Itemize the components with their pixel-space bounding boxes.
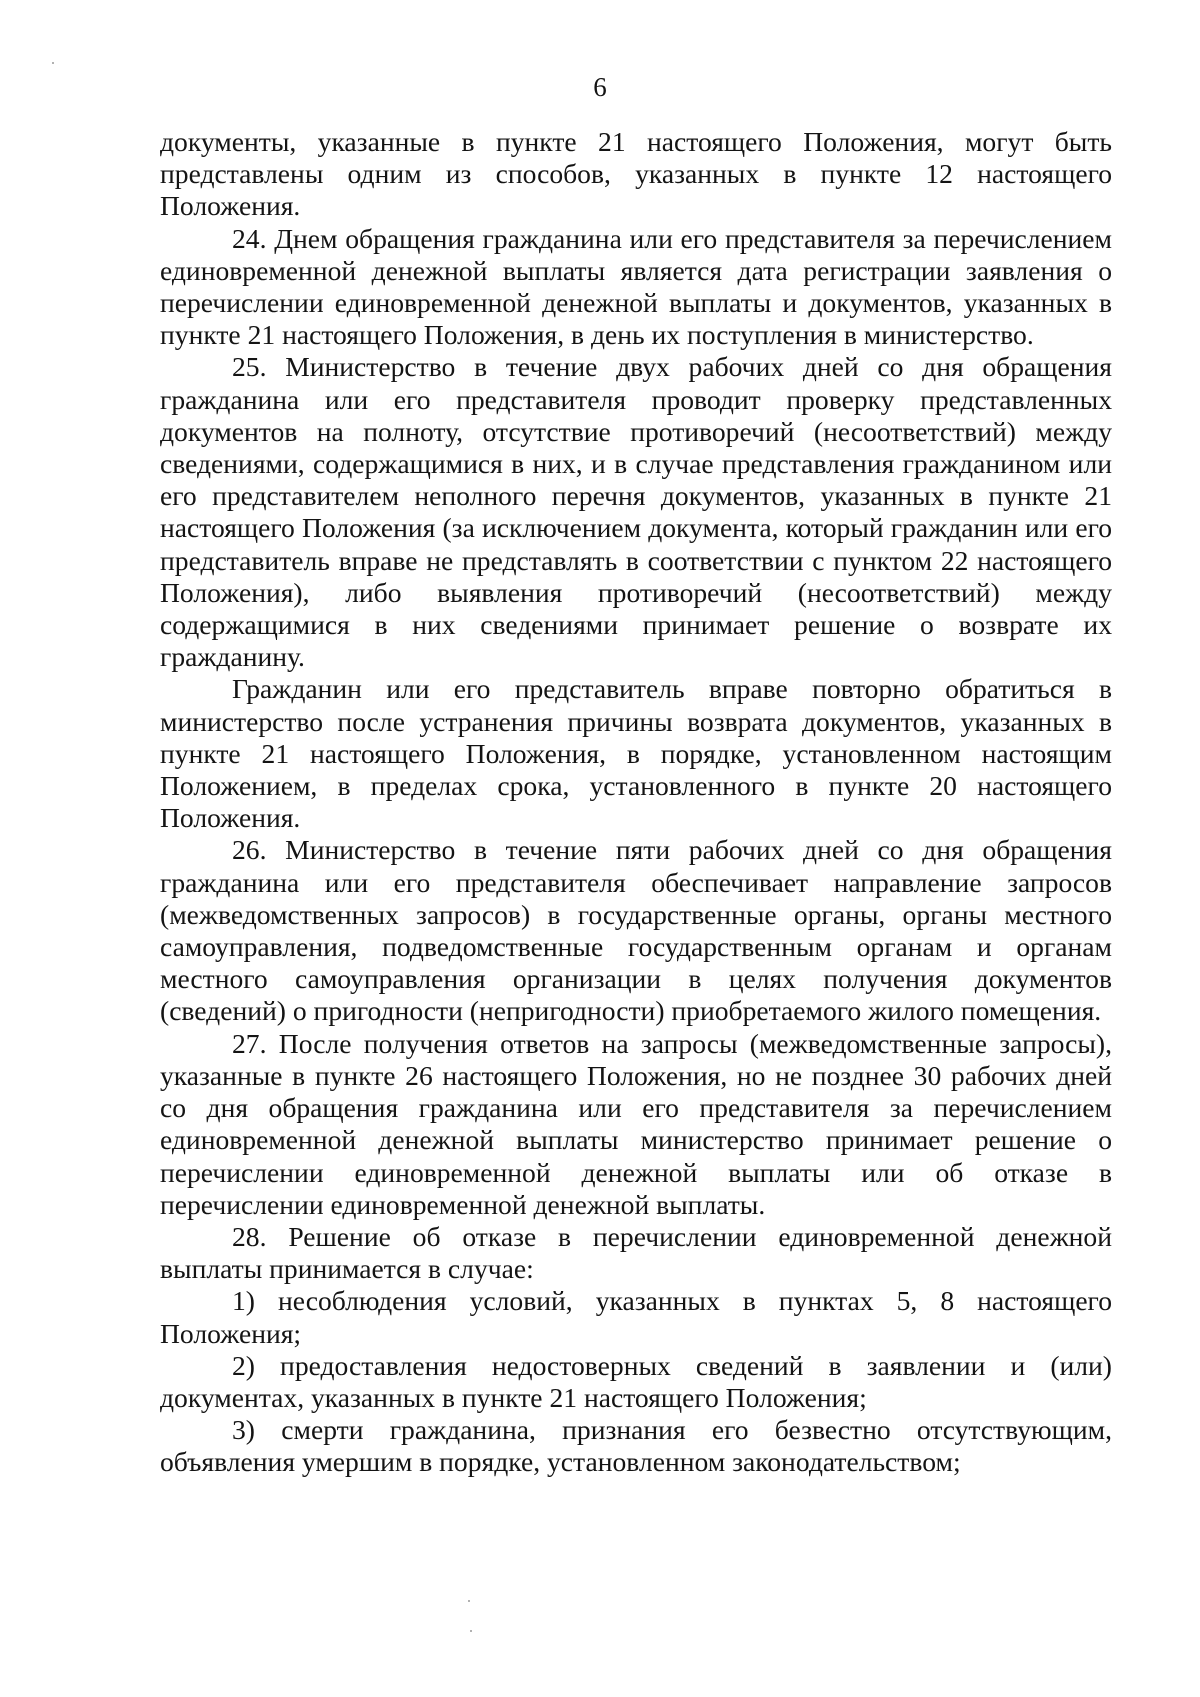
page-number: 6	[593, 72, 607, 102]
paragraph-subitem-3: 3) смерти гражданина, признания его безвестно отсутствующим, объявления умершим в порядке, установленном законодательством;	[160, 1414, 1112, 1478]
paragraph-item-27: 27. После получения ответов на запросы (межведомственные запросы), указанные в пункте 26 настоящего Положения, но не позднее 30 рабочих дней со дня обращения гражданина или его представителя за перечислением единовременной денежной выплаты министерство принимает решение о перечислении единовременной денежной выплаты или об отказе в перечислении единовременной денежной выплаты.	[160, 1027, 1112, 1220]
document-body	[160, 126, 1112, 1479]
paragraph-continuation: документы, указанные в пункте 21 настоящего Положения, могут быть представлены одним из способов, указанных в пункте 12 настоящего Положения.	[160, 126, 1112, 222]
scan-speck	[52, 62, 54, 64]
paragraph-item-28: 28. Решение об отказе в перечислении единовременной денежной выплаты принимается в случае:	[160, 1220, 1112, 1285]
paragraph-subitem-1: 1) несоблюдения условий, указанных в пунктах 5, 8 настоящего Положения;	[160, 1285, 1112, 1349]
paragraph-item-25: 25. Министерство в течение двух рабочих дней со дня обращения гражданина или его представителя проводит проверку представленных документов на полноту, отсутствие противоречий (несоответствий) между сведениями, содержащимися в них, и в случае представления гражданином или его представителем неполного перечня документов, указанных в пункте 21 настоящего Положения (за исключением документа, который гражданин или его представитель вправе не представлять в соответствии с пунктом 22 настоящего Положения), либо выявления противоречий (несоответствий) между содержащимися в них сведениями принимает решение о возврате их гражданину.	[160, 351, 1112, 673]
paragraph-item-25-continued: Гражданин или его представитель вправе повторно обратиться в министерство после устранения причины возврата документов, указанных в пункте 21 настоящего Положения, в порядке, установленном настоящим Положением, в пределах срока, установленного в пункте 20 настоящего Положения.	[160, 673, 1112, 834]
paragraph-item-24: 24. Днем обращения гражданина или его представителя за перечислением единовременной денежной выплаты является дата регистрации заявления о перечислении единовременной денежной выплаты и документов, указанных в пункте 21 настоящего Положения, в день их поступления в министерство.	[160, 222, 1112, 351]
paragraph-item-26: 26. Министерство в течение пяти рабочих дней со дня обращения гражданина или его представителя обеспечивает направление запросов (межведомственных запросов) в государственные органы, органы местного самоуправления, подведомственные государственным органам и органам местного самоуправления организации в целях получения документов (сведений) о пригодности (непригодности) приобретаемого жилого помещения.	[160, 834, 1112, 1027]
scan-speck	[468, 1600, 470, 1602]
paragraph-subitem-2: 2) предоставления недостоверных сведений в заявлении и (или) документах, указанных в пункте 21 настоящего Положения;	[160, 1349, 1112, 1413]
scan-speck	[470, 1630, 472, 1632]
